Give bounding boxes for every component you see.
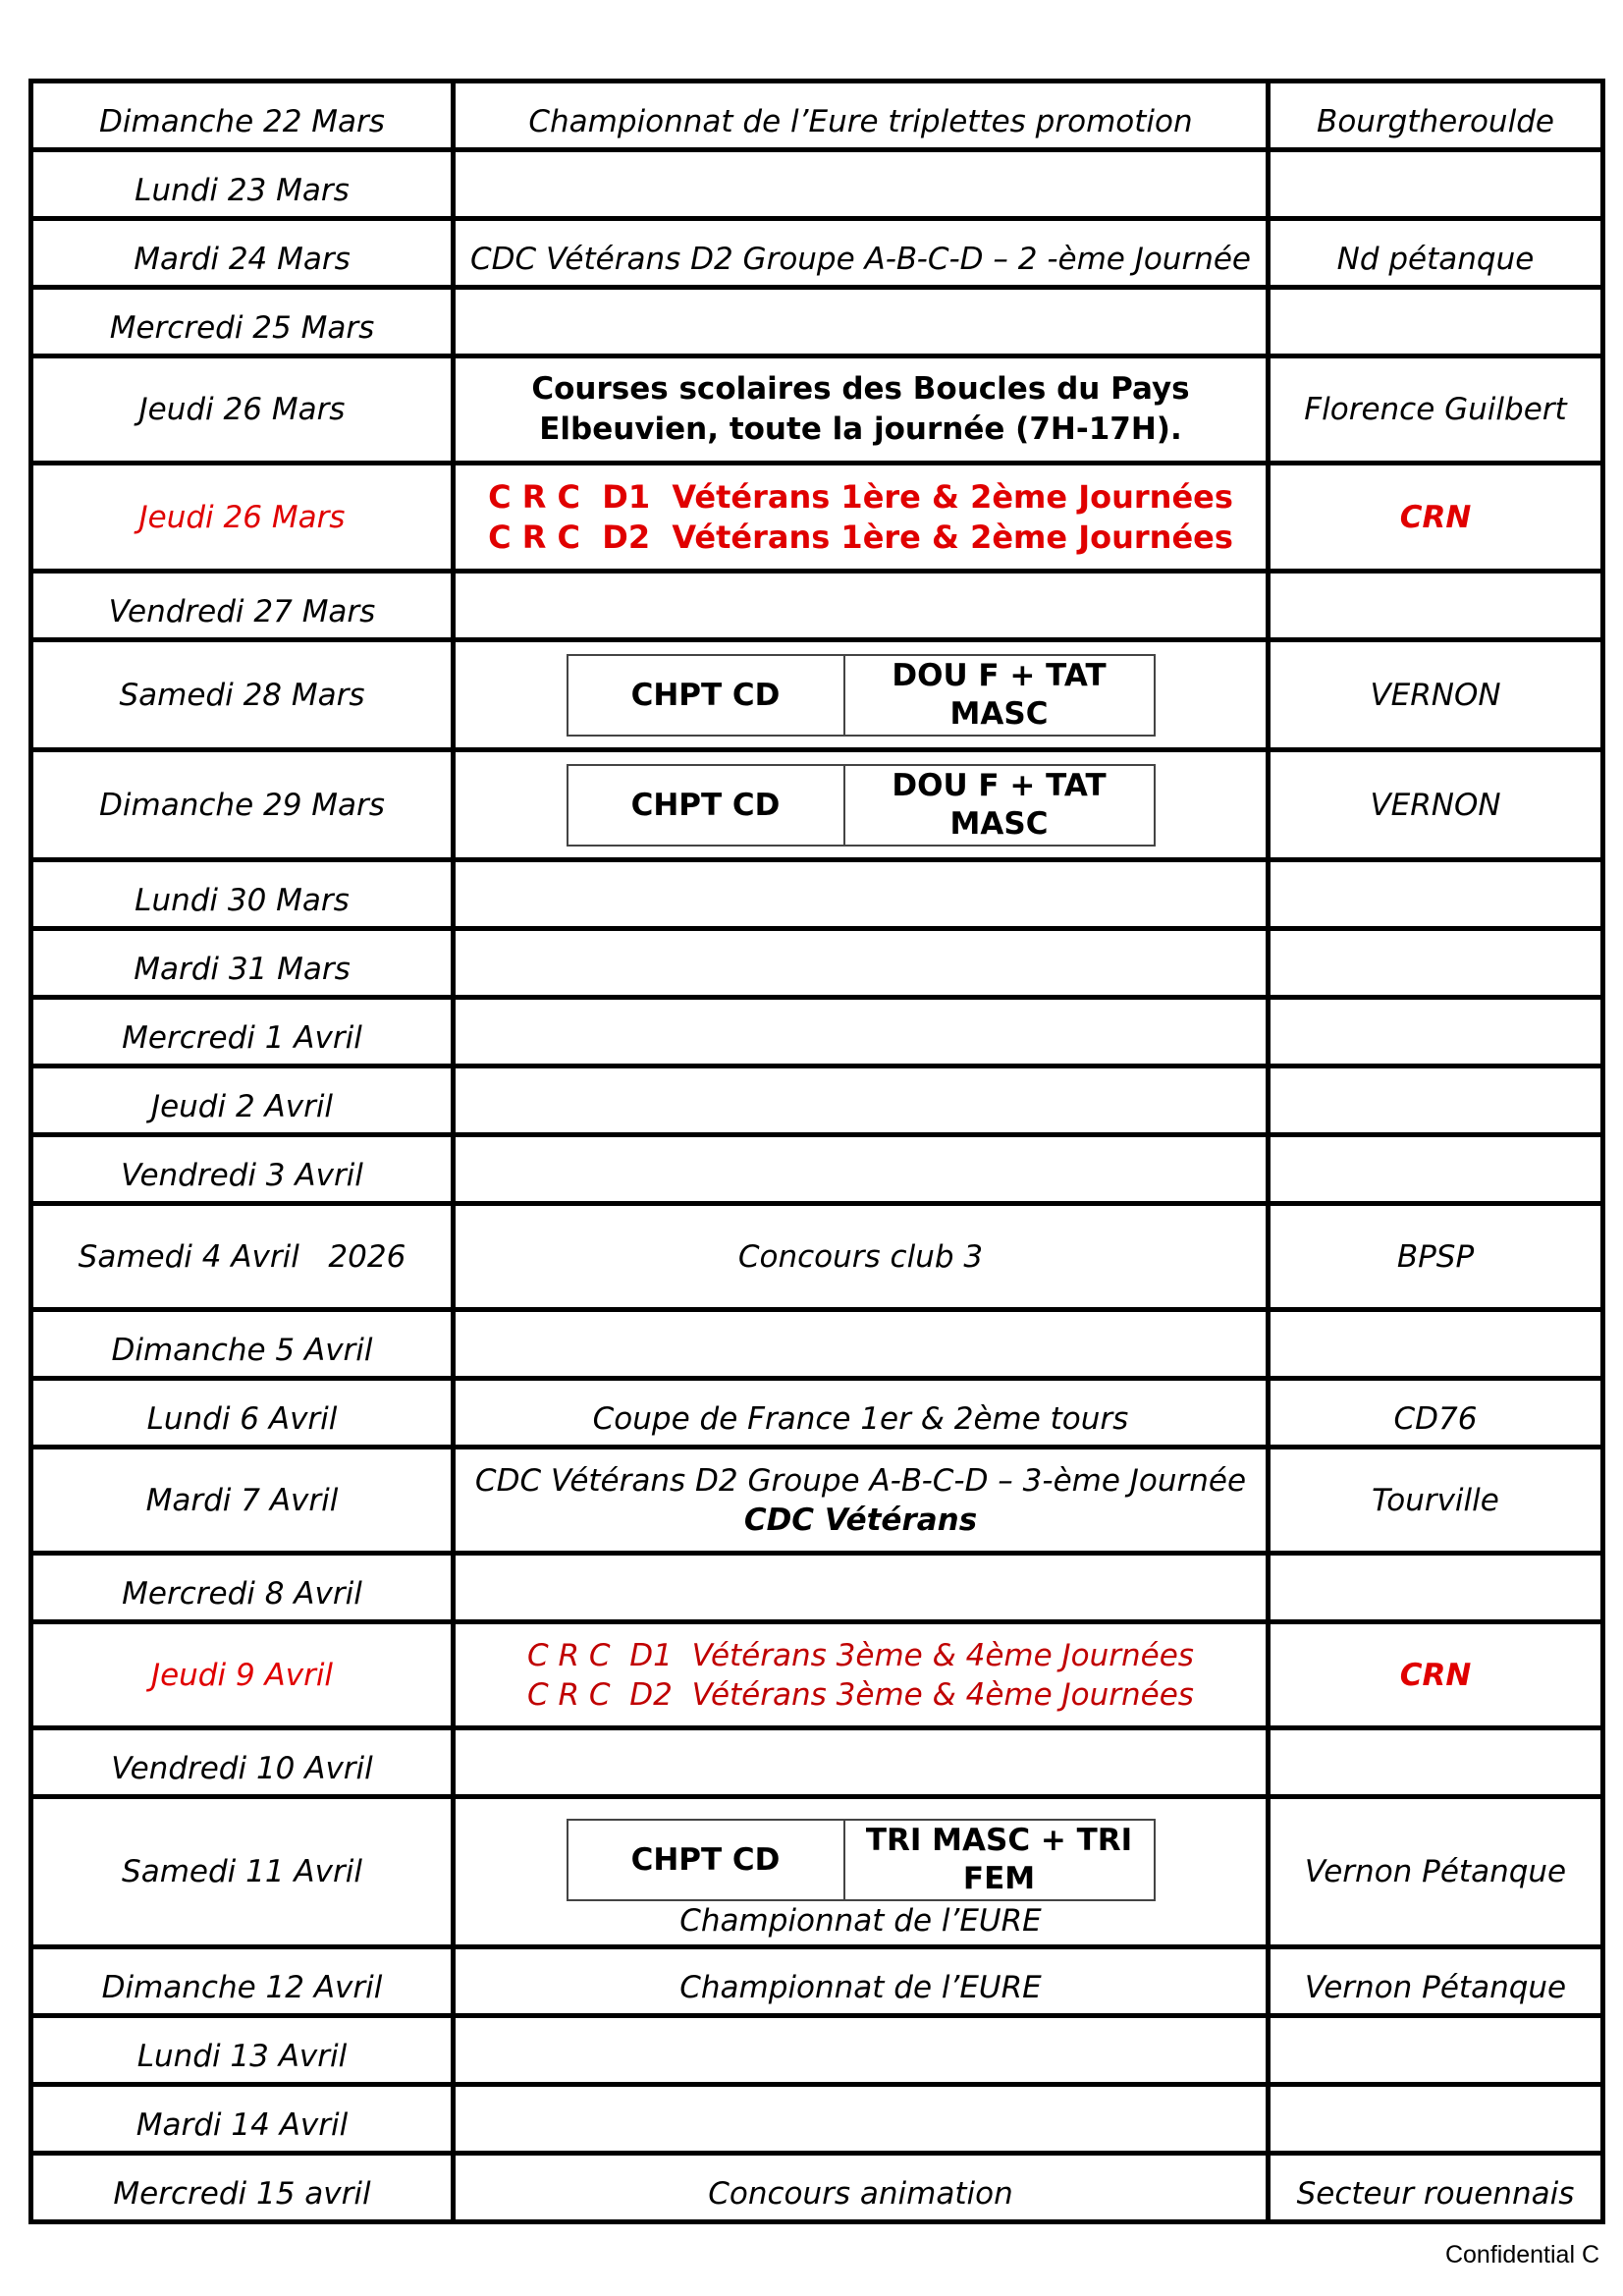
event-cell: Championnat de l’Eure triplettes promotion bbox=[454, 82, 1269, 150]
table-row bbox=[31, 929, 1603, 998]
table-row bbox=[31, 1379, 1603, 1448]
date-cell: Lundi 30 Mars bbox=[31, 860, 454, 929]
event-cell bbox=[454, 1728, 1269, 1797]
date-cell: Mercredi 25 Mars bbox=[31, 288, 454, 356]
event-cell bbox=[454, 150, 1269, 219]
place-cell: Nd pétanque bbox=[1269, 219, 1603, 288]
table-row bbox=[31, 1066, 1603, 1135]
date-cell: Mardi 7 Avril bbox=[31, 1448, 454, 1554]
event-line: C R C D1 Vétérans 1ère & 2ème Journées bbox=[488, 477, 1233, 516]
date-cell: Dimanche 12 Avril bbox=[31, 1947, 454, 2016]
event-cell bbox=[454, 1135, 1269, 1204]
event-cell: Concours club 3 bbox=[454, 1204, 1269, 1310]
event-cell bbox=[454, 998, 1269, 1066]
date-cell: Lundi 6 Avril bbox=[31, 1379, 454, 1448]
place-cell: Vernon Pétanque bbox=[1269, 1947, 1603, 2016]
place-cell bbox=[1269, 1554, 1603, 1622]
event-cell: Concours animation bbox=[454, 2154, 1269, 2222]
date-cell: Vendredi 27 Mars bbox=[31, 572, 454, 640]
championship-label: CHPT CD bbox=[630, 787, 781, 823]
event-cell bbox=[454, 1066, 1269, 1135]
table-row bbox=[31, 2016, 1603, 2085]
event-cell: Coupe de France 1er & 2ème tours bbox=[454, 1379, 1269, 1448]
event-line: Elbeuvien, toute la journée (7H-17H). bbox=[539, 411, 1182, 447]
event-cell bbox=[454, 929, 1269, 998]
date-cell: Lundi 13 Avril bbox=[31, 2016, 454, 2085]
event-subtitle: Championnat de l’EURE bbox=[679, 1903, 1042, 1939]
date-cell: Dimanche 22 Mars bbox=[31, 82, 454, 150]
date-cell: Vendredi 10 Avril bbox=[31, 1728, 454, 1797]
date-cell: Mardi 31 Mars bbox=[31, 929, 454, 998]
table-row bbox=[31, 356, 1603, 464]
table-row bbox=[31, 1448, 1603, 1554]
event-line: C R C D1 Vétérans 3ème & 4ème Journées bbox=[527, 1637, 1194, 1673]
event-cell bbox=[454, 2016, 1269, 2085]
event-line: C R C D2 Vétérans 3ème & 4ème Journées bbox=[527, 1676, 1194, 1713]
place-cell bbox=[1269, 1135, 1603, 1204]
table-row bbox=[31, 640, 1603, 750]
event-cell bbox=[454, 750, 1269, 860]
event-cell bbox=[454, 1448, 1269, 1554]
event-cell bbox=[454, 1797, 1269, 1947]
table-row bbox=[31, 288, 1603, 356]
table-row bbox=[31, 1310, 1603, 1379]
championship-label: CHPT CD bbox=[630, 1842, 781, 1878]
place-cell: CRN bbox=[1269, 1622, 1603, 1728]
table-row bbox=[31, 82, 1603, 150]
table-row bbox=[31, 998, 1603, 1066]
place-cell: Vernon Pétanque bbox=[1269, 1797, 1603, 1947]
table-row bbox=[31, 464, 1603, 572]
date-cell: Lundi 23 Mars bbox=[31, 150, 454, 219]
table-row bbox=[31, 1554, 1603, 1622]
date-cell: Jeudi 9 Avril bbox=[31, 1622, 454, 1728]
place-cell bbox=[1269, 929, 1603, 998]
event-cell bbox=[454, 2085, 1269, 2154]
table-row bbox=[31, 1797, 1603, 1947]
event-cell bbox=[454, 356, 1269, 464]
championship-box bbox=[567, 1819, 1156, 1901]
date-cell: Mercredi 1 Avril bbox=[31, 998, 454, 1066]
event-line: C R C D2 Vétérans 1ère & 2ème Journées bbox=[488, 518, 1233, 556]
table-row bbox=[31, 1728, 1603, 1797]
date-cell: Vendredi 3 Avril bbox=[31, 1135, 454, 1204]
championship-box bbox=[567, 654, 1156, 737]
date-cell: Mercredi 15 avril bbox=[31, 2154, 454, 2222]
place-cell bbox=[1269, 1310, 1603, 1379]
event-line: CDC Vétérans bbox=[743, 1502, 978, 1538]
championship-category: TRI MASC + TRI FEM bbox=[843, 1821, 1154, 1899]
date-cell: Jeudi 26 Mars bbox=[31, 464, 454, 572]
event-cell bbox=[454, 1554, 1269, 1622]
date-cell: Samedi 4 Avril 2026 bbox=[31, 1204, 454, 1310]
place-cell: Secteur rouennais bbox=[1269, 2154, 1603, 2222]
event-line: CDC Vétérans D2 Groupe A-B-C-D – 3-ème Journée bbox=[474, 1462, 1247, 1499]
event-cell bbox=[454, 464, 1269, 572]
date-cell: Samedi 11 Avril bbox=[31, 1797, 454, 1947]
table-row bbox=[31, 2085, 1603, 2154]
event-cell: CDC Vétérans D2 Groupe A-B-C-D – 2 -ème Journée bbox=[454, 219, 1269, 288]
place-cell: VERNON bbox=[1269, 750, 1603, 860]
table-row bbox=[31, 1947, 1603, 2016]
place-cell bbox=[1269, 1728, 1603, 1797]
date-cell: Mercredi 8 Avril bbox=[31, 1554, 454, 1622]
event-cell bbox=[454, 572, 1269, 640]
date-cell: Samedi 28 Mars bbox=[31, 640, 454, 750]
table-row bbox=[31, 2154, 1603, 2222]
date-cell: Dimanche 29 Mars bbox=[31, 750, 454, 860]
place-cell: Bourgtheroulde bbox=[1269, 82, 1603, 150]
date-cell: Dimanche 5 Avril bbox=[31, 1310, 454, 1379]
table-row bbox=[31, 1204, 1603, 1310]
date-cell: Mardi 14 Avril bbox=[31, 2085, 454, 2154]
place-cell bbox=[1269, 1066, 1603, 1135]
date-cell: Jeudi 26 Mars bbox=[31, 356, 454, 464]
place-cell bbox=[1269, 572, 1603, 640]
place-cell bbox=[1269, 998, 1603, 1066]
place-cell bbox=[1269, 860, 1603, 929]
table-row bbox=[31, 1622, 1603, 1728]
place-cell bbox=[1269, 2085, 1603, 2154]
date-cell: Jeudi 2 Avril bbox=[31, 1066, 454, 1135]
table-row bbox=[31, 219, 1603, 288]
event-cell bbox=[454, 640, 1269, 750]
table-row bbox=[31, 150, 1603, 219]
event-cell bbox=[454, 1310, 1269, 1379]
event-cell bbox=[454, 288, 1269, 356]
table-row bbox=[31, 572, 1603, 640]
schedule-table bbox=[28, 79, 1605, 2224]
place-cell bbox=[1269, 150, 1603, 219]
place-cell bbox=[1269, 288, 1603, 356]
table-row bbox=[31, 1135, 1603, 1204]
event-line: Courses scolaires des Boucles du Pays bbox=[531, 371, 1190, 407]
place-cell bbox=[1269, 2016, 1603, 2085]
place-cell: BPSP bbox=[1269, 1204, 1603, 1310]
place-cell: CRN bbox=[1269, 464, 1603, 572]
place-cell: CD76 bbox=[1269, 1379, 1603, 1448]
table-row bbox=[31, 860, 1603, 929]
event-cell: Championnat de l’EURE bbox=[454, 1947, 1269, 2016]
place-cell: Florence Guilbert bbox=[1269, 356, 1603, 464]
table-row bbox=[31, 750, 1603, 860]
date-cell: Mardi 24 Mars bbox=[31, 219, 454, 288]
place-cell: Tourville bbox=[1269, 1448, 1603, 1554]
event-cell bbox=[454, 1622, 1269, 1728]
place-cell: VERNON bbox=[1269, 640, 1603, 750]
championship-category: DOU F + TAT MASC bbox=[843, 766, 1154, 845]
championship-label: CHPT CD bbox=[630, 677, 781, 713]
event-cell bbox=[454, 860, 1269, 929]
confidentiality-label: Confidential C bbox=[1444, 2241, 1599, 2269]
championship-category: DOU F + TAT MASC bbox=[843, 656, 1154, 735]
championship-box bbox=[567, 764, 1156, 847]
